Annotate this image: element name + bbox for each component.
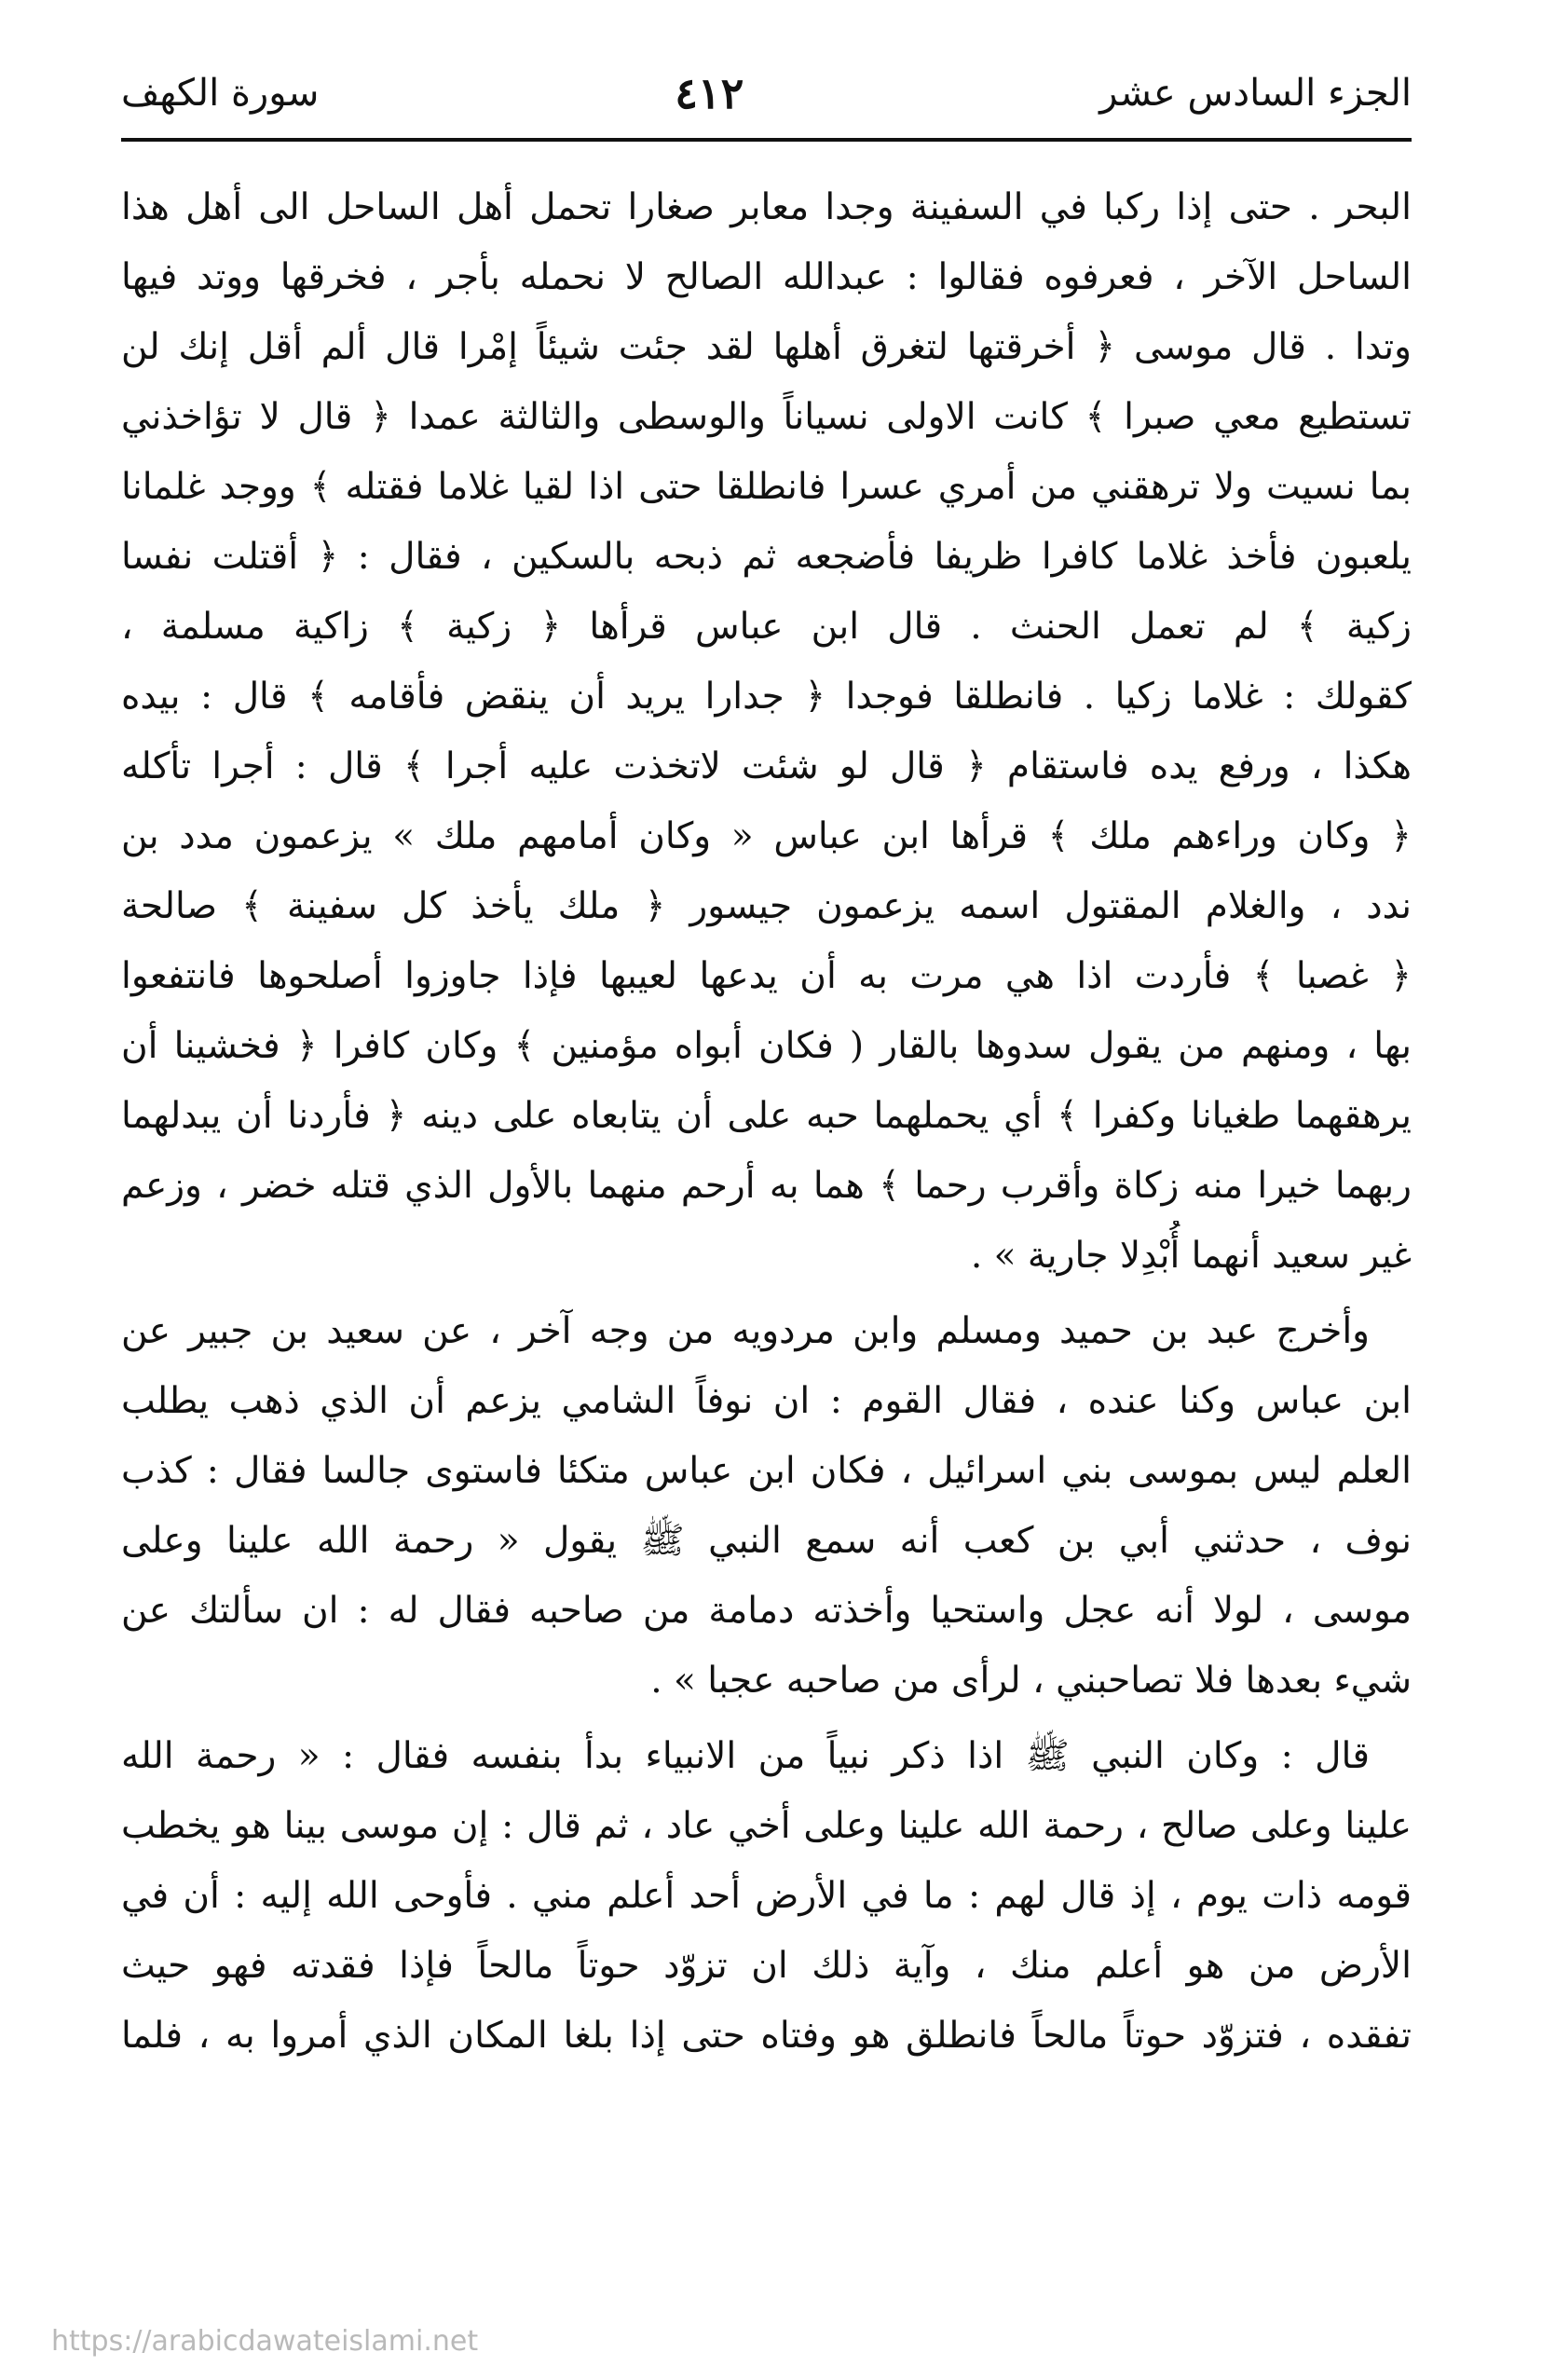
text-line: ﴿ وكان وراءهم ملك ﴾ قرأها ابن عباس « وكان أمامهم ملك » يزعمون مدد بن [121, 815, 1412, 857]
paragraph-2 [121, 1296, 1412, 1716]
text-line: غير سعيد أنهما أُبْدِلا جارية » . [970, 1235, 1412, 1277]
paragraph-1 [121, 172, 1412, 1291]
text-line: وتدا . قال موسى ﴿ أخرقتها لتغرق أهلها لقد جئت شيئاً إمْرا قال ألم أقل إنك لن [121, 326, 1412, 368]
text-line: ربهما خيرا منه زكاة وأقرب رحما ﴾ هما به أرحم منهما بالأول الذي قتله خضر ، وزعم [121, 1165, 1412, 1207]
text-line: هكذا ، ورفع يده فاستقام ﴿ قال لو شئت لاتخذت عليه أجرا ﴾ قال : أجرا تأكله [121, 745, 1412, 787]
header-divider [121, 138, 1412, 142]
text-line: قومه ذات يوم ، إذ قال لهم : ما في الأرض أحد أعلم مني . فأوحى الله إليه : أن في [121, 1875, 1412, 1917]
text-line: وأخرج عبد بن حميد ومسلم وابن مردويه من وجه آخر ، عن سعيد بن جبير عن [121, 1310, 1370, 1352]
text-line: بما نسيت ولا ترهقني من أمري عسرا فانطلقا حتى اذا لقيا غلاما فقتله ﴾ ووجد غلمانا [121, 466, 1412, 508]
text-line: علينا وعلى صالح ، رحمة الله علينا وعلى أخي عاد ، ثم قال : إن موسى بينا هو يخطب [121, 1805, 1412, 1847]
text-line: شيء بعدها فلا تصاحبني ، لرأى من صاحبه عجبا » . [650, 1660, 1412, 1702]
text-line: زكية ﴾ لم تعمل الحنث . قال ابن عباس قرأها ﴿ زكية ﴾ زاكية مسلمة ، [121, 606, 1412, 648]
text-line: البحر . حتى إذا ركبا في السفينة وجدا معابر صغارا تحمل أهل الساحل الى أهل هذا [121, 186, 1412, 228]
page-number: ٤١٢ [675, 68, 744, 118]
text-line: يلعبون فأخذ غلاما كافرا ظريفا فأضجعه ثم ذبحه بالسكين ، فقال : ﴿ أقتلت نفسا [121, 536, 1412, 578]
text-line: الساحل الآخر ، فعرفوه فقالوا : عبدالله الصالح لا نحمله بأجر ، فخرقها ووتد فيها [121, 256, 1412, 298]
page-body [121, 172, 1412, 2076]
surah-title: سورة الكهف [121, 72, 320, 115]
text-line: تفقده ، فتزوّد حوتاً مالحاً فانطلق هو وفتاه حتى إذا بلغا المكان الذي أمروا به ، فلما [121, 2015, 1412, 2057]
text-line: كقولك : غلاما زكيا . فانطلقا فوجدا ﴿ جدارا يريد أن ينقض فأقامه ﴾ قال : بيده [121, 676, 1412, 718]
text-line: موسى ، لولا أنه عجل واستحيا وأخذته دمامة من صاحبه فقال له : ان سألتك عن [121, 1590, 1412, 1632]
source-watermark: https://arabicdawateislami.net [51, 2325, 479, 2358]
text-line: الأرض من هو أعلم منك ، وآية ذلك ان تزوّد حوتاً مالحاً فإذا فقدته فهو حيث [121, 1945, 1412, 1987]
text-line: ابن عباس وكنا عنده ، فقال القوم : ان نوفاً الشامي يزعم أن الذي ذهب يطلب [121, 1380, 1412, 1422]
page-header [121, 51, 1412, 135]
text-line: العلم ليس بموسى بني اسرائيل ، فكان ابن عباس متكئا فاستوى جالسا فقال : كذب [121, 1450, 1412, 1492]
text-line: يرهقهما طغيانا وكفرا ﴾ أي يحملهما حبه على أن يتابعاه على دينه ﴿ فأردنا أن يبدلهما [121, 1095, 1412, 1137]
text-line: بها ، ومنهم من يقول سدوها بالقار ( فكان أبواه مؤمنين ﴾ وكان كافرا ﴿ فخشينا أن [121, 1025, 1412, 1067]
text-line: نوف ، حدثني أبي بن كعب أنه سمع النبي ﷺ يقول « رحمة الله علينا وعلى [121, 1520, 1412, 1562]
part-title: الجزء السادس عشر [1099, 72, 1412, 115]
text-line: تستطيع معي صبرا ﴾ كانت الاولى نسياناً والوسطى والثالثة عمدا ﴿ قال لا تؤاخذني [121, 396, 1412, 438]
text-line: قال : وكان النبي ﷺ اذا ذكر نبياً من الانبياء بدأ بنفسه فقال : « رحمة الله [121, 1735, 1370, 1777]
paragraph-3 [121, 1721, 1412, 2071]
text-line: ندد ، والغلام المقتول اسمه يزعمون جيسور ﴿ ملك يأخذ كل سفينة ﴾ صالحة [121, 885, 1412, 927]
text-line: ﴿ غصبا ﴾ فأردت اذا هي مرت به أن يدعها لعيبها فإذا جاوزوا أصلحوها فانتفعوا [121, 955, 1412, 997]
